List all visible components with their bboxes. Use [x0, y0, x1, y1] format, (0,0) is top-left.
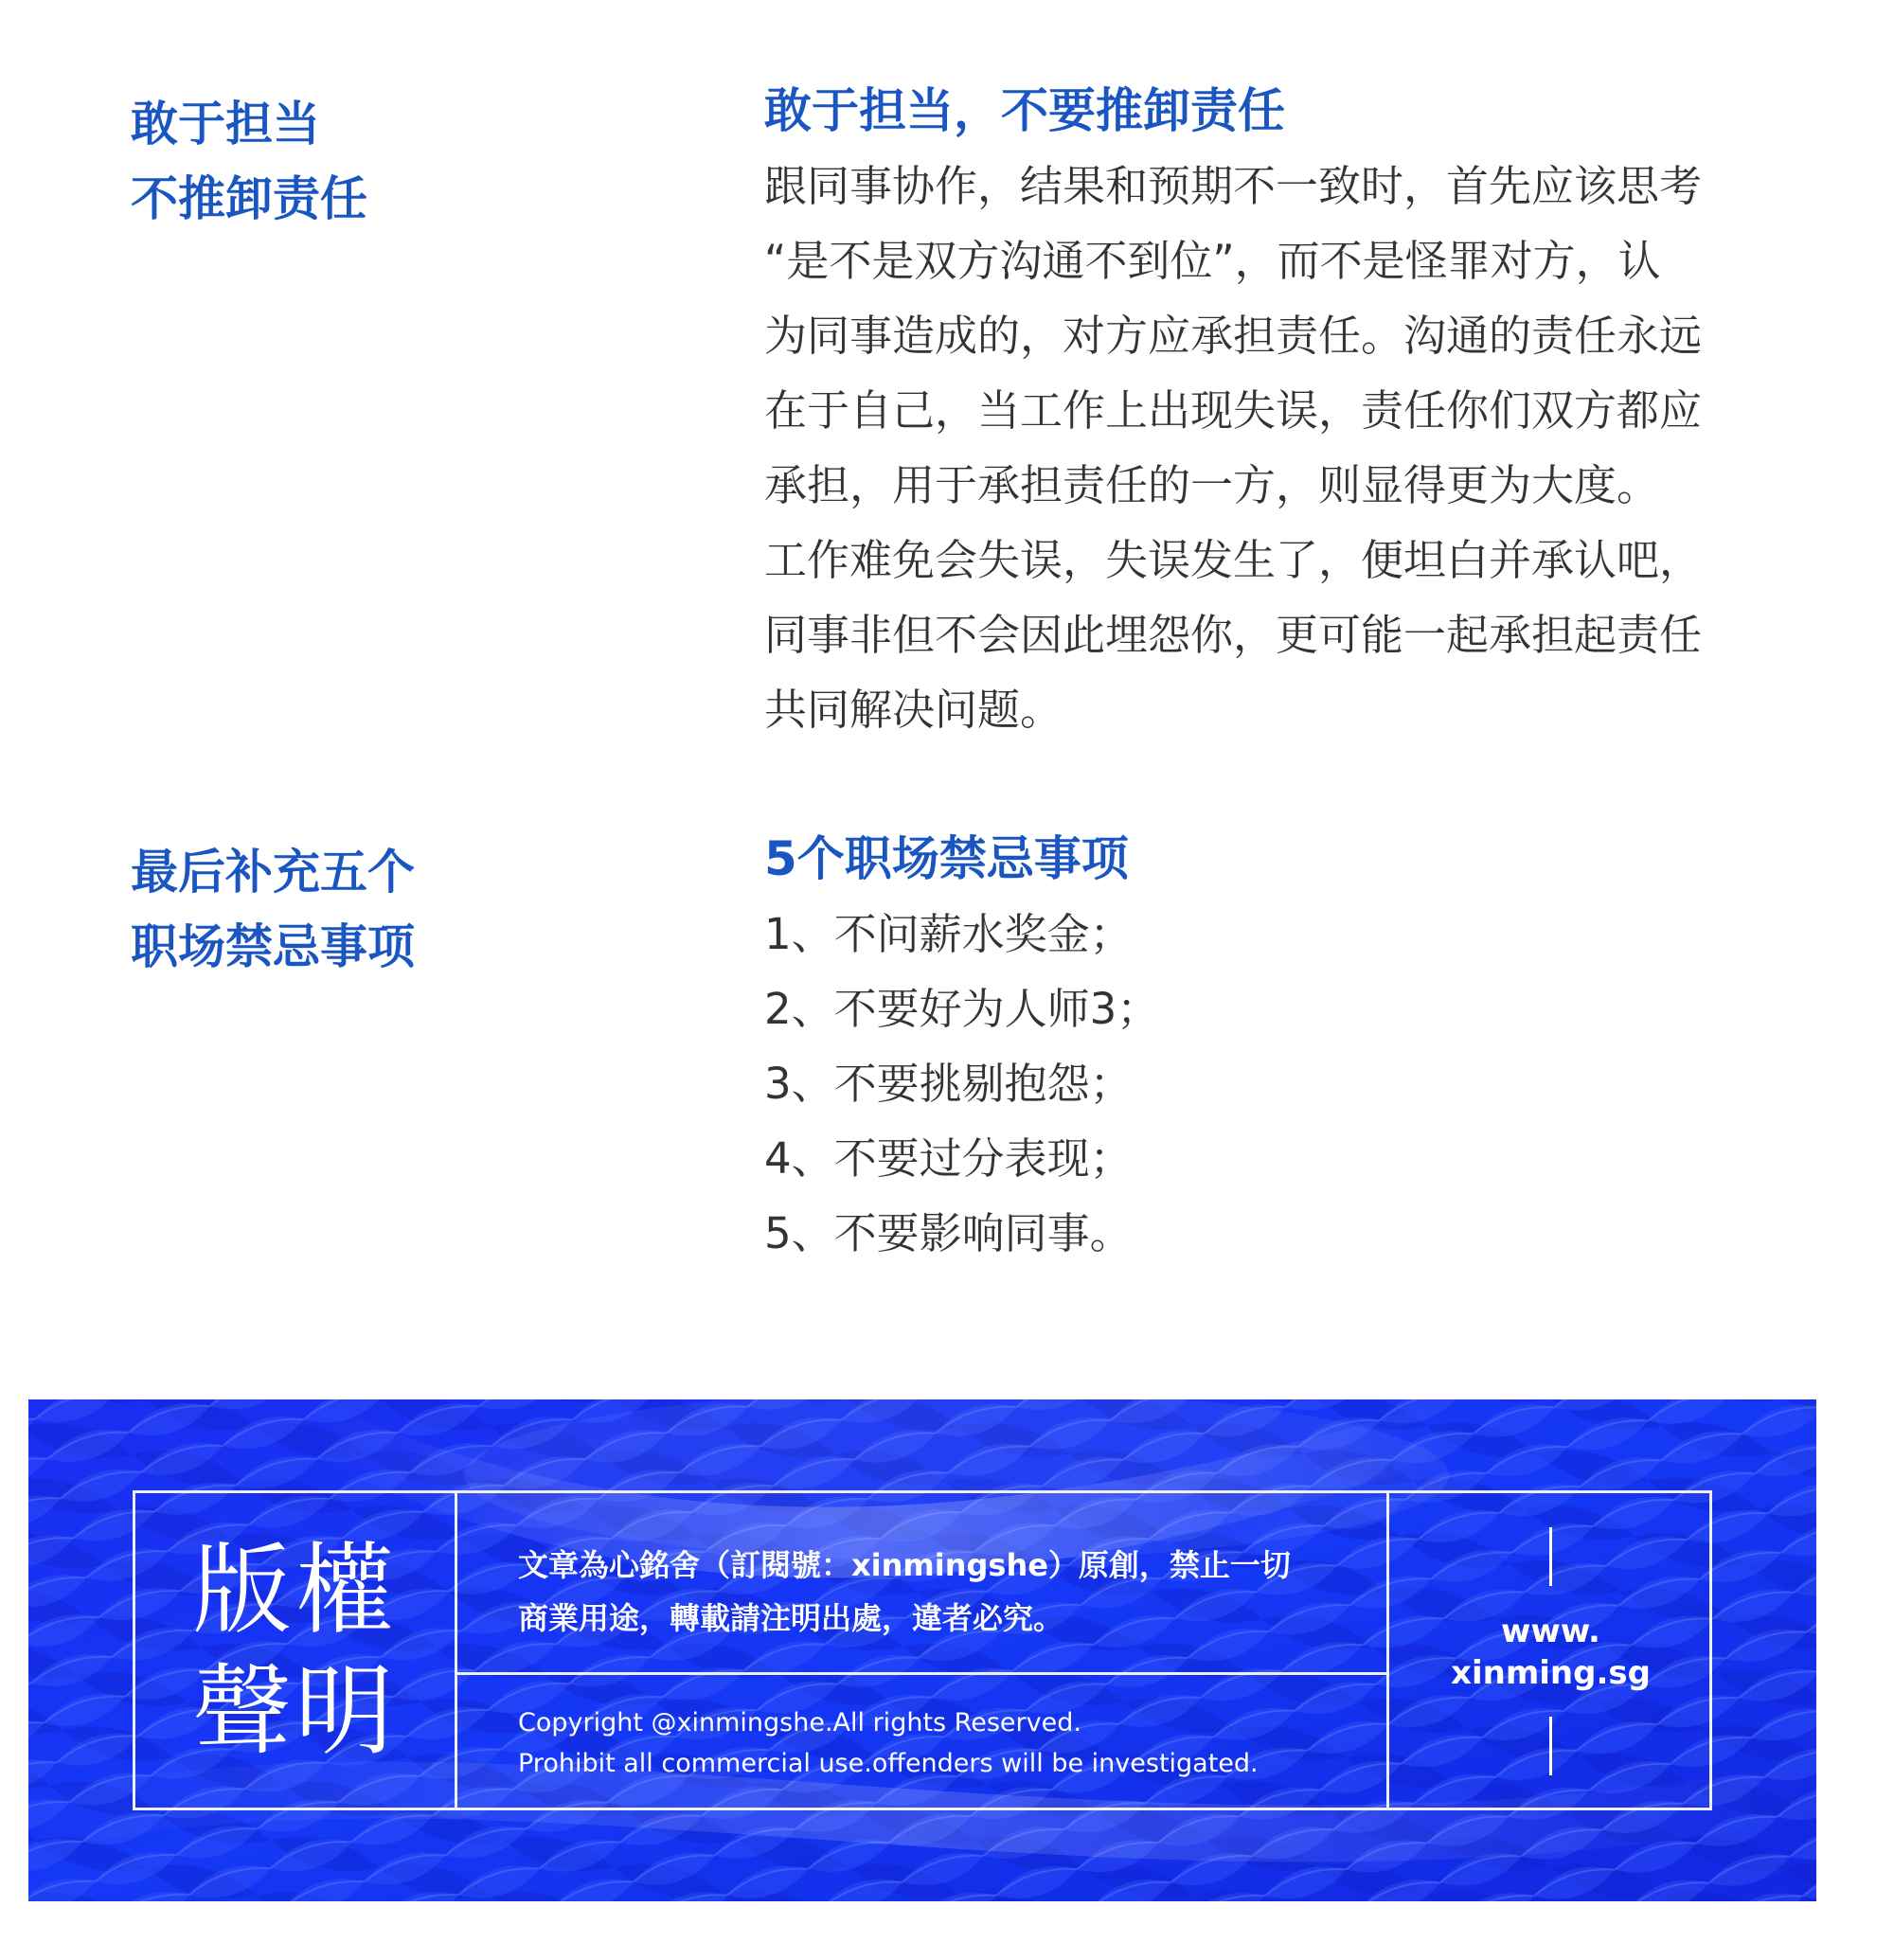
list-item: 2、不要好为人师3； [764, 984, 1160, 1034]
side-heading-line: 职场禁忌事项 [131, 919, 415, 974]
section-body [764, 149, 1787, 747]
body-line: “是不是双方沟通不到位”，而不是怪罪对方，认 [764, 236, 1661, 286]
section-title: 敢于担当，不要推卸责任 [764, 83, 1285, 138]
copyright-notice [457, 1493, 1389, 1808]
section-title: 5个职场禁忌事项 [764, 831, 1129, 886]
body-line: 跟同事协作，结果和预期不一致时，首先应该思考 [764, 161, 1703, 211]
list-item: 1、不问薪水奖金； [764, 909, 1133, 959]
body-line: 承担，用于承担责任的一方，则显得更为大度。 [764, 460, 1660, 510]
side-heading [131, 87, 699, 237]
divider-bar [1549, 1527, 1552, 1586]
body-line: 共同解决问题。 [764, 685, 1063, 735]
side-heading-line: 最后补充五个 [131, 845, 415, 900]
notice-line: Prohibit all commercial use.offenders will be investigated. [518, 1749, 1259, 1778]
list-item: 4、不要过分表现； [764, 1133, 1133, 1184]
body-line: 在于自己，当工作上出现失误，责任你们双方都应 [764, 385, 1703, 436]
side-heading [131, 835, 699, 985]
copyright-frame [133, 1490, 1712, 1810]
body-line: 工作难免会失误，失误发生了，便坦白并承认吧， [764, 535, 1703, 585]
body-line: 同事非但不会因此埋怨你，更可能一起承担起责任 [764, 610, 1703, 660]
copyright-title-line: 版權 [192, 1532, 398, 1648]
notice-line: 文章為心銘舍（訂閱號：xinmingshe）原創，禁止一切 [518, 1547, 1291, 1583]
list-item: 3、不要挑剔抱怨； [764, 1059, 1133, 1109]
side-heading-line: 不推卸责任 [131, 171, 367, 226]
copyright-banner [28, 1399, 1816, 1901]
body-line: 为同事造成的，对方应承担责任。沟通的责任永远 [764, 311, 1703, 361]
list-item: 5、不要影响同事。 [764, 1208, 1133, 1258]
copyright-title-line: 聲明 [192, 1653, 398, 1769]
url-line: www. [1501, 1613, 1600, 1650]
copyright-title [135, 1493, 457, 1808]
notice-line: 商業用途，轉載請注明出處，違者必究。 [518, 1600, 1064, 1636]
notice-chinese [457, 1493, 1386, 1675]
divider-bar [1549, 1717, 1552, 1775]
notice-line: Copyright @xinmingshe.All rights Reserved. [518, 1708, 1081, 1737]
section-content [764, 822, 1787, 1271]
section-content [764, 74, 1787, 747]
side-heading-line: 敢于担当 [131, 97, 320, 151]
website-cell [1392, 1493, 1709, 1808]
notice-english [457, 1678, 1386, 1808]
url-line: xinming.sg [1451, 1654, 1651, 1692]
website-url[interactable] [1392, 1611, 1709, 1694]
taboo-list [764, 897, 1787, 1271]
